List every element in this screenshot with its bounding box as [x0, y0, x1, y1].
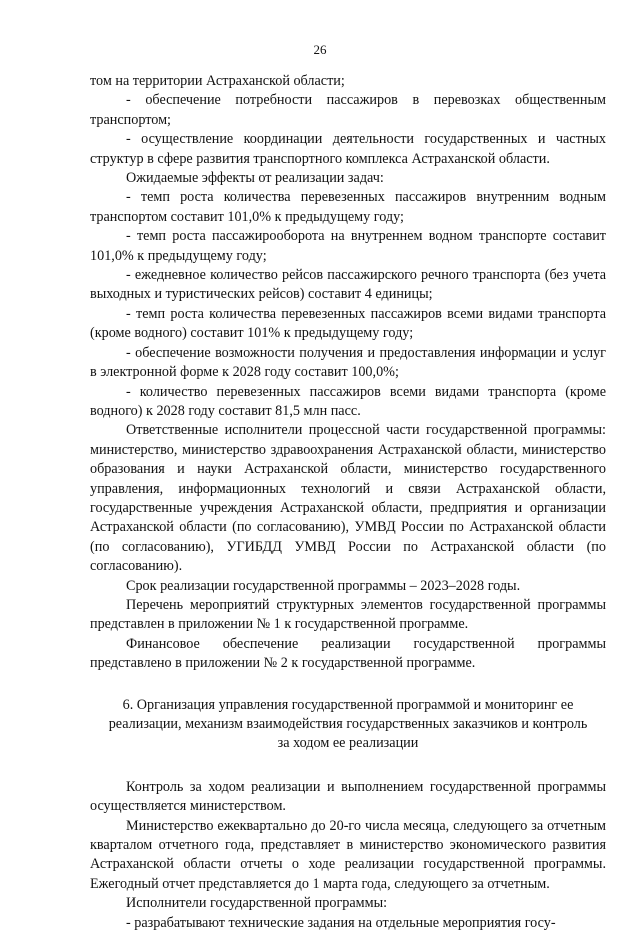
paragraph: - количество перевезенных пассажиров всеми видами транспорта (кроме водного) к 2028 году составит 81,5 млн пасс.: [90, 383, 606, 419]
paragraph: - темп роста количества перевезенных пассажиров всеми видами транспорта (кроме водного) составит 101% к предыдущему году;: [90, 305, 606, 342]
paragraph: - ежедневное количество рейсов пассажирского речного транспорта (без учета выходных и туристических рейсов) составит 4 единицы;: [90, 267, 606, 303]
paragraph: - темп роста пассажирооборота на внутреннем водном транспорте составит 101,0% к предыдущему году;: [90, 228, 606, 264]
paragraphs-after-heading: [90, 778, 606, 933]
section-heading: [90, 696, 606, 754]
paragraph: - осуществление координации деятельности государственных и частных структур в сфере развития транспортного комплекса Астраханской области.: [90, 131, 606, 167]
paragraph: Финансовое обеспечение реализации государственной программы представлено в приложении № 2 к государственной программе.: [90, 635, 606, 672]
paragraph: - темп роста количества перевезенных пассажиров внутренним водным транспортом составит 101,0% к предыдущему году;: [90, 189, 606, 225]
paragraph: Исполнители государственной программы:: [126, 895, 388, 912]
paragraph: Министерство ежеквартально до 20-го числа месяца, следующего за отчетным кварталом отчетного года, представляет в министерство экономического развития Астраханской области отчеты о ходе реализации государственной программы. Ежегодный отчет представляется до 1 марта года, следующего за отчетным.: [90, 817, 606, 892]
paragraph: Контроль за ходом реализации и выполнением государственной программы осуществляется министерством.: [90, 778, 606, 815]
paragraph: - обеспечение возможности получения и предоставления информации и услуг в электронной форме к 2028 году составит 100,0%;: [90, 344, 606, 381]
section-heading-line-3: за ходом ее реализации: [277, 735, 419, 752]
section-heading-line-2: реализации, механизм взаимодействия государственных заказчиков и контроль: [108, 716, 588, 732]
paragraphs-before-heading: [90, 72, 606, 674]
page-number: 26: [313, 42, 327, 57]
paragraph: Перечень мероприятий структурных элементов государственной программы представлен в приложении № 1 к государственной программе.: [90, 596, 606, 633]
document-body: [90, 72, 606, 933]
paragraph: - обеспечение потребности пассажиров в перевозках общественным транспортом;: [90, 92, 606, 128]
paragraph: Ответственные исполнители процессной части государственной программы: министерство, министерство здравоохранения Астраханской области, министерство образования и науки Астраханской области, министерство государственного управления, информационных технологий и связи Астраханской области, государственные учреждения Астраханской области, предприятия и организации Астраханской области (по согласованию), УМВД России по Астраханской области (по согласованию), УГИБДД УМВД России по Астраханской области (по согласованию).: [90, 422, 606, 575]
paragraph: Срок реализации государственной программы – 2023–2028 годы.: [126, 577, 521, 594]
paragraph: - разрабатывают технические задания на отдельные мероприятия госу-: [126, 914, 556, 931]
paragraph: том на территории Астраханской области;: [90, 73, 345, 89]
section-heading-line-1: 6. Организация управления государственной программой и мониторинг ее: [122, 696, 574, 713]
paragraph: Ожидаемые эффекты от реализации задач:: [126, 170, 384, 187]
